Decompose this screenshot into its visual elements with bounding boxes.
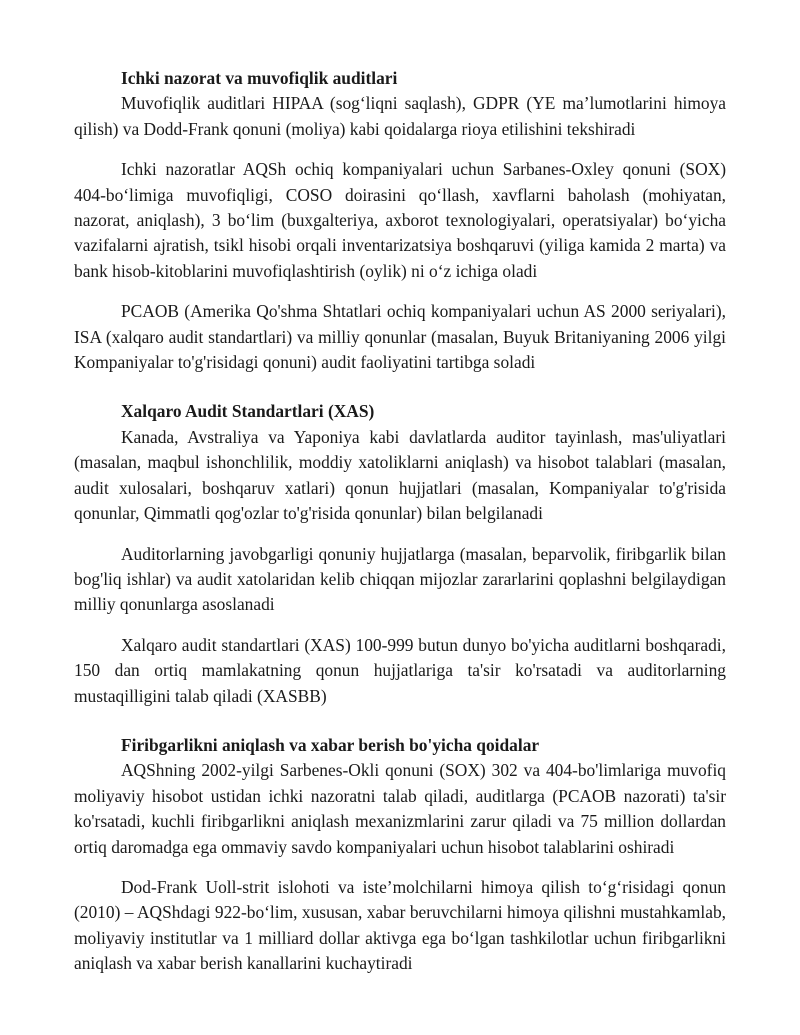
paragraph: Xalqaro audit standartlari (XAS) 100-999 butun dunyo bo'yicha auditlarni boshqaradi, 150 dan ortiq mamlakatning qonun hujjatlariga ta'sir ko'rsatadi va auditorlarning mustaqilligini talab qiladi (XASBB): [74, 634, 726, 706]
paragraph: Kanada, Avstraliya va Yaponiya kabi davlatlarda auditor tayinlash, mas'uliyatlari (masalan, maqbul ishonchlilik, moddiy xatoliklarni aniqlash) va hisobot talablari (masalan, audit xulosalari, boshqaruv xatlari) qonun hujjatlari (masalan, Kompaniyalar to'g'risida qonunlar, Qimmatli qog'ozlar to'g'risida qonunlar) bilan belgilanadi: [74, 426, 726, 524]
section-heading: Firibgarlikni aniqlash va xabar berish bo'yicha qoidalar: [121, 734, 540, 755]
section-heading: Xalqaro Audit Standartlari (XAS): [121, 401, 375, 422]
paragraph: Muvofiqlik auditlari HIPAA (sog‘liqni saqlash), GDPR (YE ma’lumotlarini himoya qilish) va Dodd-Frank qonuni (moliya) kabi qoidalarga rioya etilishini tekshiradi: [74, 93, 726, 139]
document-page: [74, 66, 726, 977]
paragraph: AQShning 2002-yilgi Sarbenes-Okli qonuni (SOX) 302 va 404-bo'limlariga muvofiq moliyaviy hisobot ustidan ichki nazoratni talab qiladi, auditlarga (PCAOB nazorati) ta'sir ko'rsatadi, kuchli firibgarlikni aniqlash mexanizmlarini zarur qiladi va 75 million dollardan ortiq daromadga ega ommaviy savdo kompaniyalari uchun hisobot talablarini oshiradi: [74, 760, 726, 857]
paragraph: Auditorlarning javobgarligi qonuniy hujjatlarga (masalan, beparvolik, firibgarlik bilan bog'liq ishlar) va audit xatolaridan kelib chiqqan mijozlar zararlarini qoplashni belgilaydigan milliy qonunlarga asoslanadi: [74, 543, 726, 615]
paragraph: Ichki nazoratlar AQSh ochiq kompaniyalari uchun Sarbanes-Oxley qonuni (SOX) 404-bo‘limiga muvofiqligi, COSO doirasini qo‘llash, xavflarni baholash (mohiyatan, nazorat, aniqlash), 3 bo‘lim (buxgalteriya, axborot texnologiyalari, operatsiyalar) bo‘yicha vazifalarni ajratish, tsikl hisobi orqali inventarizatsiya boshqaruvi (yiliga kamida 2 marta) va bank hisob-kitoblarini muvofiqlashtirish (oylik) ni o‘z ichiga oladi: [74, 159, 726, 281]
paragraph: PCAOB (Amerika Qo'shma Shtatlari ochiq kompaniyalari uchun AS 2000 seriyalari), ISA (xalqaro audit standartlari) va milliy qonunlar (masalan, Buyuk Britaniyaning 2006 yilgi Kompaniyalar to'g'risidagi qonuni) audit faoliyatini tartibga soladi: [74, 301, 726, 373]
paragraph: Dod-Frank Uoll-strit islohoti va iste’molchilarni himoya qilish to‘g‘risidagi qonun (2010) – AQShdagi 922-bo‘lim, xususan, xabar beruvchilarni himoya qilishni mustahkamlab, moliyaviy institutlar va 1 milliard dollar aktivga ega bo‘lgan tashkilotlar uchun firibgarlikni aniqlash va xabar berish kanallarini kuchaytiradi: [74, 876, 726, 974]
section-heading: Ichki nazorat va muvofiqlik auditlari: [121, 68, 398, 88]
